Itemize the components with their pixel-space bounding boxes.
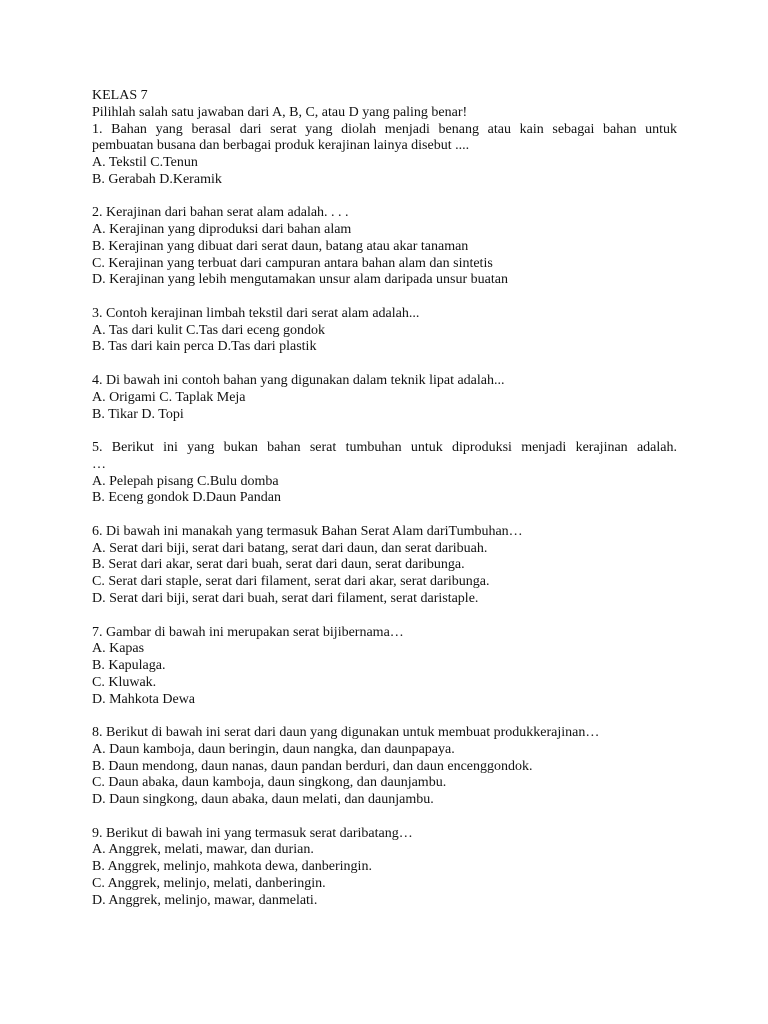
answer-option-line: A. Daun kamboja, daun beringin, daun nangka, dan daunpapaya. xyxy=(92,741,455,757)
question-7 xyxy=(92,625,677,709)
question-list xyxy=(92,122,677,910)
blank-line-spacer xyxy=(92,189,677,206)
answer-option-line: B. Tikar D. Topi xyxy=(92,406,184,422)
question-text-line: 7. Gambar di bawah ini merupakan serat bijibernama… xyxy=(92,624,404,640)
answer-option-line: B. Kapulaga. xyxy=(92,658,166,674)
question-text-line: 4. Di bawah ini contoh bahan yang digunakan dalam teknik lipat adalah... xyxy=(92,373,505,389)
blank-line-spacer xyxy=(92,507,677,524)
question-text-line: 2. Kerajinan dari bahan serat alam adalah. . . . xyxy=(92,205,349,221)
question-9 xyxy=(92,826,677,910)
answer-option-line: A. Tekstil C.Tenun xyxy=(92,155,198,171)
answer-option-line: B. Serat dari akar, serat dari buah, serat dari daun, serat daribunga. xyxy=(92,557,465,573)
answer-option-line: A. Kapas xyxy=(92,641,145,657)
question-5 xyxy=(92,440,677,507)
question-text-line: 1. Bahan yang berasal dari serat yang diolah menjadi benang atau kain sebagai bahan untuk xyxy=(92,121,677,137)
answer-option-line: B. Daun mendong, daun nanas, daun pandan berduri, dan daun encenggondok. xyxy=(92,758,533,774)
answer-option-line: B. Eceng gondok D.Daun Pandan xyxy=(92,490,281,506)
answer-option-line: A. Serat dari biji, serat dari batang, serat dari daun, dan serat daribuah. xyxy=(92,540,488,556)
question-text-line: 8. Berikut di bawah ini serat dari daun yang digunakan untuk membuat produkkerajinan… xyxy=(92,725,600,741)
answer-option-line: D. Daun singkong, daun abaka, daun melati, dan daunjambu. xyxy=(92,792,434,808)
worksheet-document xyxy=(92,88,677,910)
answer-option-line: B. Anggrek, melinjo, mahkota dewa, danberingin. xyxy=(92,859,372,875)
answer-option-line: A. Pelepah pisang C.Bulu domba xyxy=(92,473,279,489)
answer-option-line: A. Kerajinan yang diproduksi dari bahan alam xyxy=(92,222,352,238)
class-heading: KELAS 7 xyxy=(92,88,148,103)
question-4 xyxy=(92,373,677,423)
answer-option-line: A. Anggrek, melati, mawar, dan durian. xyxy=(92,842,314,858)
blank-line-spacer xyxy=(92,608,677,625)
blank-line-spacer xyxy=(92,809,677,826)
answer-option-line: C. Kluwak. xyxy=(92,674,157,690)
question-6 xyxy=(92,524,677,608)
question-text-line: … xyxy=(92,456,106,472)
question-text-line: pembuatan busana dan berbagai produk kerajinan lainya disebut .... xyxy=(92,138,470,154)
answer-option-line: A. Tas dari kulit C.Tas dari eceng gondok xyxy=(92,322,326,338)
question-1 xyxy=(92,122,677,189)
answer-option-line: C. Anggrek, melinjo, melati, danberingin. xyxy=(92,875,326,891)
blank-line-spacer xyxy=(92,708,677,725)
answer-option-line: D. Anggrek, melinjo, mawar, danmelati. xyxy=(92,892,318,908)
blank-line-spacer xyxy=(92,423,677,440)
blank-line-spacer xyxy=(92,356,677,373)
answer-option-line: D. Serat dari biji, serat dari buah, serat dari filament, serat daristaple. xyxy=(92,590,479,606)
answer-option-line: C. Kerajinan yang terbuat dari campuran antara bahan alam dan sintetis xyxy=(92,255,493,271)
answer-option-line: B. Kerajinan yang dibuat dari serat daun, batang atau akar tanaman xyxy=(92,238,469,254)
question-text-line: 6. Di bawah ini manakah yang termasuk Bahan Serat Alam dariTumbuhan… xyxy=(92,523,523,539)
question-8 xyxy=(92,725,677,809)
answer-option-line: C. Serat dari staple, serat dari filament, serat dari akar, serat daribunga. xyxy=(92,574,490,590)
answer-option-line: B. Tas dari kain perca D.Tas dari plastik xyxy=(92,339,317,355)
question-text-line: 5. Berikut ini yang bukan bahan serat tumbuhan untuk diproduksi menjadi kerajinan adalah. xyxy=(92,440,677,456)
blank-line-spacer xyxy=(92,289,677,306)
answer-option-line: C. Daun abaka, daun kamboja, daun singkong, dan daunjambu. xyxy=(92,775,447,791)
question-text-line: 9. Berikut di bawah ini yang termasuk serat daribatang… xyxy=(92,825,413,841)
instruction-text: Pilihlah salah satu jawaban dari A, B, C, atau D yang paling benar! xyxy=(92,104,468,120)
answer-option-line: D. Kerajinan yang lebih mengutamakan unsur alam daripada unsur buatan xyxy=(92,272,508,288)
question-text-line: 3. Contoh kerajinan limbah tekstil dari serat alam adalah... xyxy=(92,305,420,321)
question-3 xyxy=(92,306,677,356)
answer-option-line: B. Gerabah D.Keramik xyxy=(92,171,222,187)
answer-option-line: A. Origami C. Taplak Meja xyxy=(92,389,246,405)
question-2 xyxy=(92,205,677,289)
answer-option-line: D. Mahkota Dewa xyxy=(92,691,196,707)
